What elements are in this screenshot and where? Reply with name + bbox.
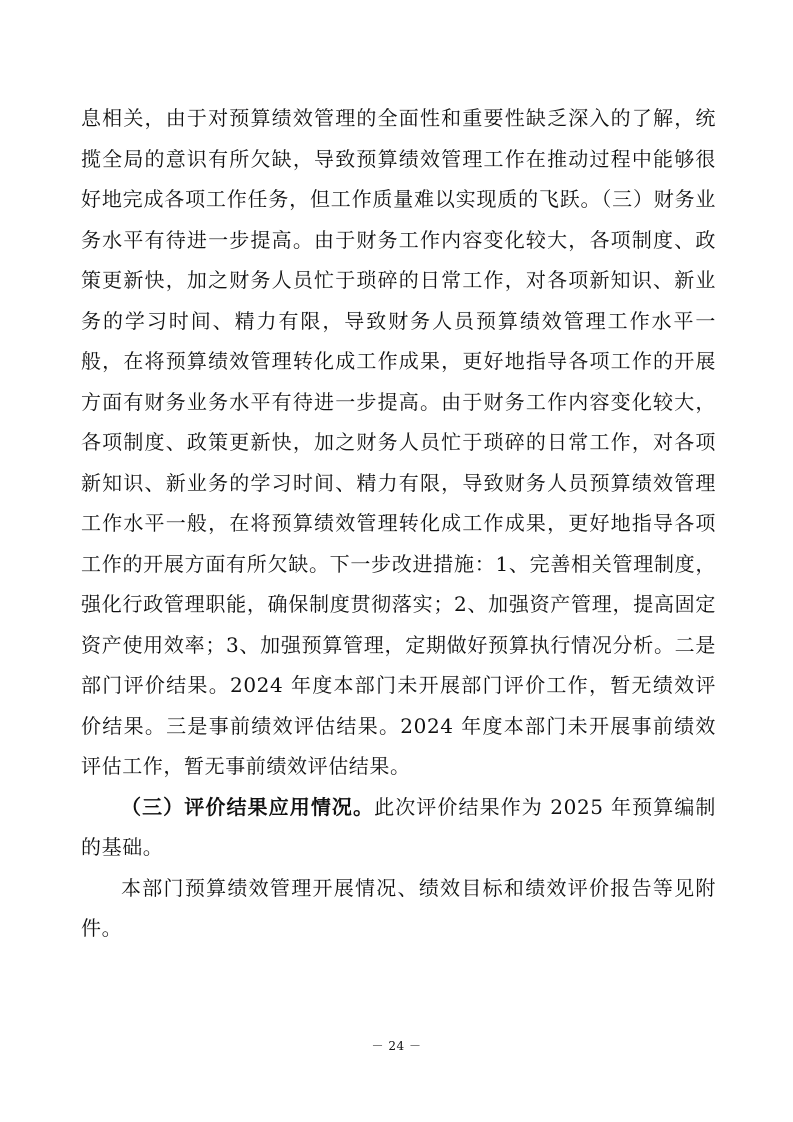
paragraph-attachments: 本部门预算绩效管理开展情况、绩效目标和绩效评价报告等见附件。 — [81, 875, 716, 940]
paragraph-continuation: 息相关，由于对预算绩效管理的全面性和重要性缺乏深入的了解，统揽全局的意识有所欠缺，导致预算绩效管理工作在推动过程中能够很好地完成各项工作任务，但工作质量难以实现质的飞跃。（三）财务业务水平有待进一步提高。由于财务工作内容变化较大，各项制度、政策更新快，加之财务人员忙于琐碎的日常工作，对各项新知识、新业务的学习时间、精力有限，导致财务人员预算绩效管理工作水平一般，在将预算绩效管理转化成工作成果，更好地指导各项工作的开展方面有财务业务水平有待进一步提高。由于财务工作内容变化较大，各项制度、政策更新快，加之财务人员忙于琐碎的日常工作，对各项新知识、新业务的学习时间、精力有限，导致财务人员预算绩效管理工作水平一般，在将预算绩效管理转化成工作成果，更好地指导各项工作的开展方面有所欠缺。下一步改进措施：1、完善相关管理制度，强化行政管理职能，确保制度贯彻落实；2、加强资产管理，提高固定资产使用效率；3、加强预算管理，定期做好预算执行情况分析。二是部门评价结果。2024 年度本部门未开展部门评价工作，暂无绩效评价结果。三是事前绩效评估结果。2024 年度本部门未开展事前绩效评估工作，暂无事前绩效评估结果。 — [81, 106, 716, 778]
page-number: － 24 － — [371, 1039, 422, 1053]
section-text: 此次评价结果作为 2025 年预算编制的基础。 — [81, 794, 717, 859]
body-text — [81, 98, 716, 949]
section-heading: （三）评价结果应用情况。 — [121, 794, 375, 819]
paragraph-evaluation-application — [81, 787, 716, 868]
